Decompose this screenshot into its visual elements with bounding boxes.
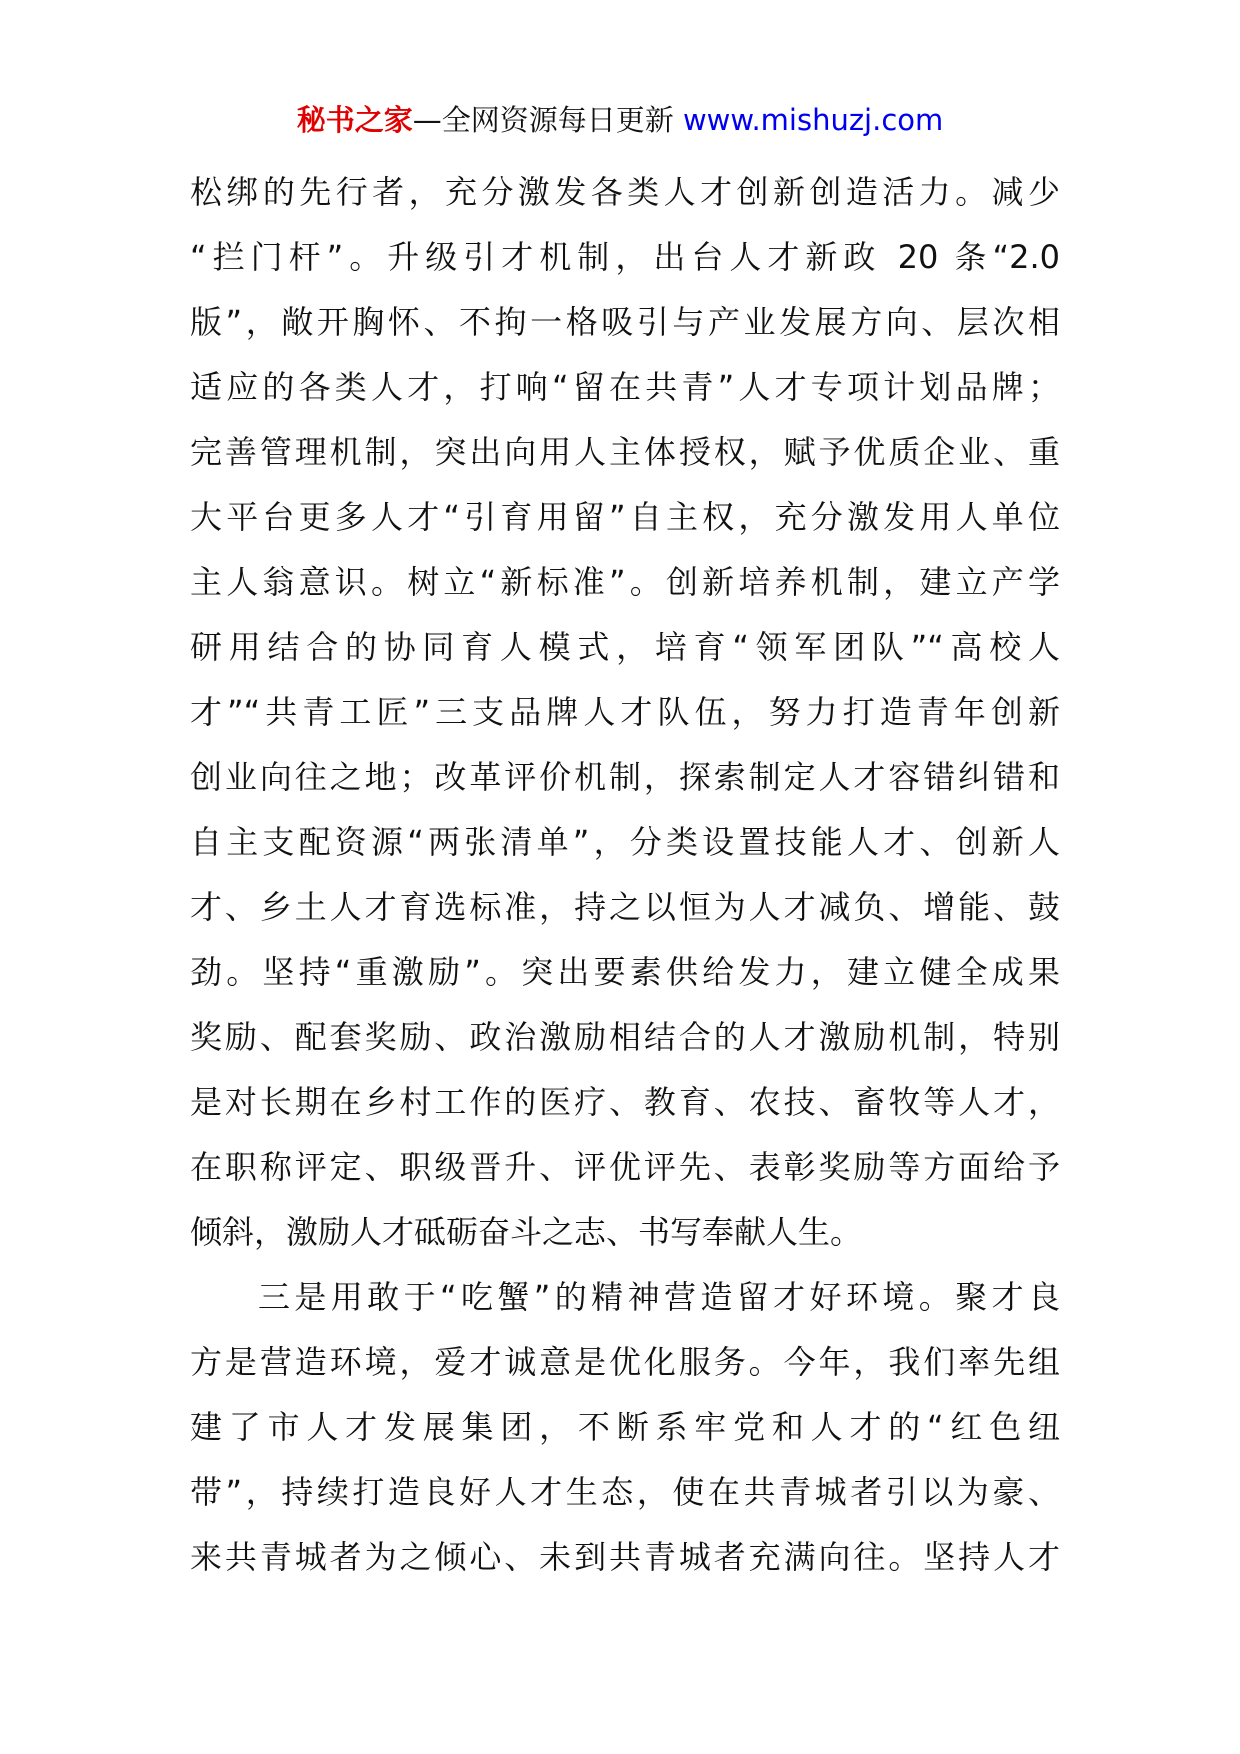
text-line: 才、乡土人才育选标准，持之以恒为人才减负、增能、鼓	[190, 888, 1060, 926]
text-line: 适应的各类人才，打响“留在共青”人才专项计划品牌；	[190, 368, 1060, 406]
text-line: 版”，敞开胸怀、不拘一格吸引与产业发展方向、层次相	[190, 303, 1060, 341]
text-line: 研用结合的协同育人模式，培育“领军团队”“高校人	[190, 628, 1060, 666]
text-line: 在职称评定、职级晋升、评优评先、表彰奖励等方面给予	[190, 1148, 1060, 1186]
text-line: “拦门杆”。升级引才机制，出台人才新政 20 条“2.0	[190, 238, 1060, 276]
text-line: 松绑的先行者，充分激发各类人才创新创造活力。减少	[190, 173, 1060, 211]
text-line: 来共青城者为之倾心、未到共青城者充满向往。坚持人才	[190, 1538, 1060, 1576]
text-line: 是对长期在乡村工作的医疗、教育、农技、畜牧等人才，	[190, 1083, 1060, 1121]
paragraph-start-line: 三是用敢于“吃蟹”的精神营造留才好环境。聚才良	[258, 1278, 1060, 1316]
text-line: 建了市人才发展集团，不断系牢党和人才的“红色纽	[190, 1408, 1060, 1446]
site-brand: 秘书之家	[296, 103, 413, 137]
text-line: 奖励、配套奖励、政治激励相结合的人才激励机制，特别	[190, 1018, 1060, 1056]
site-tagline: —全网资源每日更新	[412, 103, 683, 137]
text-line: 才”“共青工匠”三支品牌人才队伍，努力打造青年创新	[190, 693, 1060, 731]
text-line: 带”，持续打造良好人才生态，使在共青城者引以为豪、	[190, 1473, 1060, 1511]
text-line: 创业向往之地；改革评价机制，探索制定人才容错纠错和	[190, 758, 1060, 796]
document-body	[190, 160, 1060, 1590]
text-line: 方是营造环境，爱才诚意是优化服务。今年，我们率先组	[190, 1343, 1060, 1381]
text-line: 主人翁意识。树立“新标准”。创新培养机制，建立产学	[190, 563, 1060, 601]
text-line: 大平台更多人才“引育用留”自主权，充分激发用人单位	[190, 498, 1060, 536]
text-line: 劲。坚持“重激励”。突出要素供给发力，建立健全成果	[190, 953, 1060, 991]
text-line: 自主支配资源“两张清单”，分类设置技能人才、创新人	[190, 823, 1060, 861]
site-header	[0, 100, 1240, 140]
paragraph-end-line: 倾斜，激励人才砥砺奋斗之志、书写奉献人生。	[190, 1213, 863, 1251]
text-line: 完善管理机制，突出向用人主体授权，赋予优质企业、重	[190, 433, 1060, 471]
site-url-link[interactable]: www.mishuzj.com	[682, 103, 944, 137]
